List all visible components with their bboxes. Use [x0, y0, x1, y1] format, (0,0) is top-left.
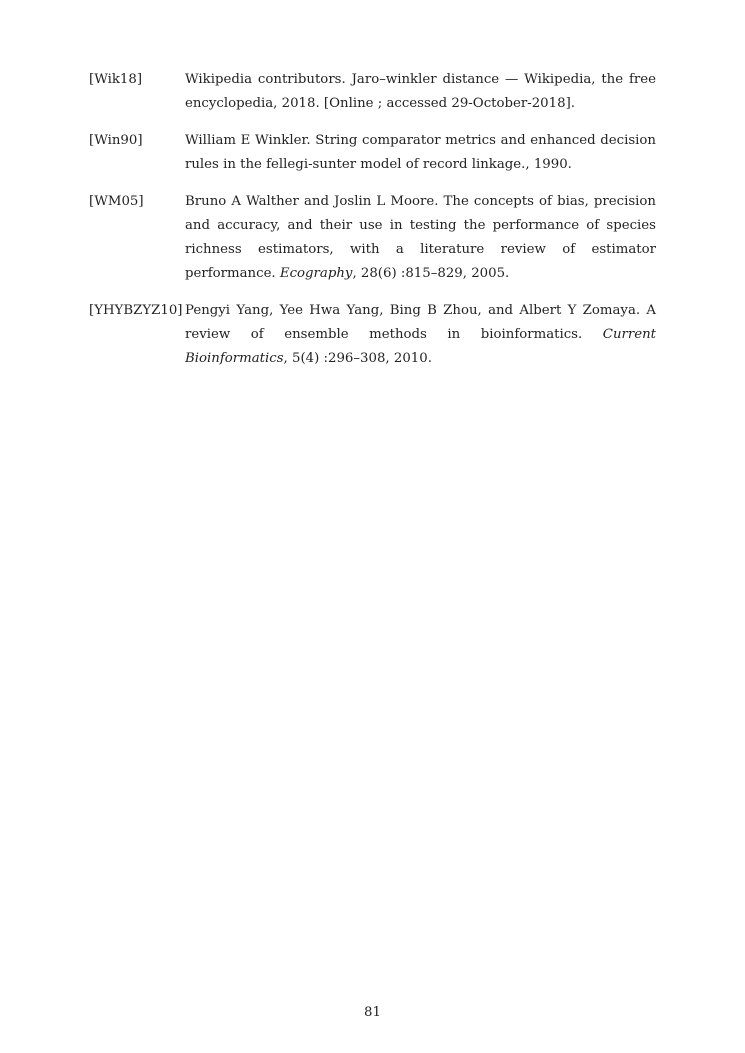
reference-text-main: Bruno A Walther and Joslin L Moore. The concepts of bias, precision and accuracy, and their use in testing the performance of species richness estimators, with a literature review of estimator performance. [185, 194, 656, 281]
reference-entry [89, 190, 656, 286]
reference-entry [89, 299, 656, 371]
reference-venue: Ecography [279, 266, 353, 281]
reference-key: [Wik18] [89, 72, 143, 87]
reference-text [185, 129, 656, 177]
reference-list [89, 68, 656, 384]
reference-text [185, 299, 656, 371]
reference-key: [WM05] [89, 194, 144, 209]
reference-entry [89, 129, 656, 177]
reference-key: [Win90] [89, 133, 143, 148]
reference-text [185, 190, 656, 286]
reference-text-main: William E Winkler. String comparator metrics and enhanced decision rules in the fellegi-sunter model of record linkage., 1990. [185, 133, 656, 172]
reference-venue: Current Bioinformatics [185, 327, 656, 366]
reference-text-main: Pengyi Yang, Yee Hwa Yang, Bing B Zhou, and Albert Y Zomaya. A review of ensemble methods in bioinformatics. [185, 303, 656, 342]
reference-text-tail: , 28(6) :815–829, 2005. [352, 266, 510, 281]
reference-text-main: Wikipedia contributors. Jaro–winkler distance — Wikipedia, the free encyclopedia, 2018. [Online ; accessed 29-October-2018]. [185, 72, 656, 111]
reference-key: [YHYBZYZ10] [89, 303, 183, 318]
page-number: 81 [364, 1005, 381, 1020]
reference-entry [89, 68, 656, 116]
reference-text-tail: , 5(4) :296–308, 2010. [283, 351, 432, 366]
reference-text [185, 68, 656, 116]
